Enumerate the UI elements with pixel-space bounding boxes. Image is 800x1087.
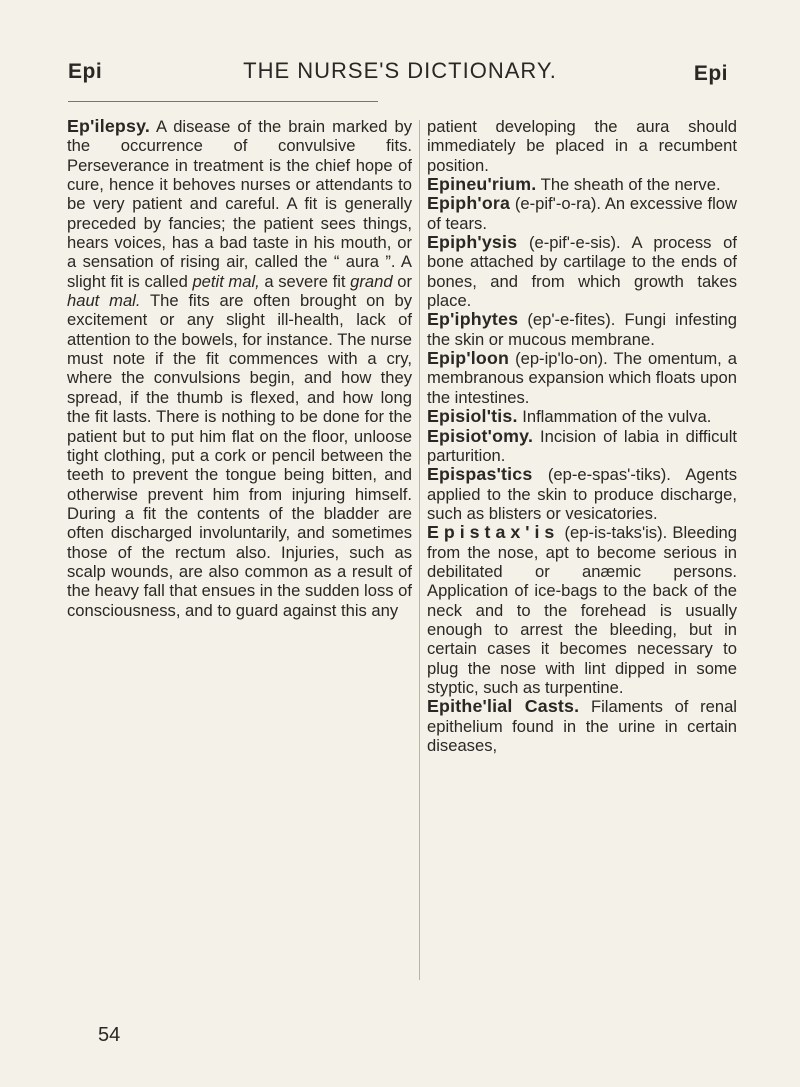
entry-text: A disease of the brain marked by the occurrence of convulsive fits. Perseverance in treatment is the chief hope of cure, hence it behoves nurses or attendants to be very patient and careful. A fit is generally preceded by fancies; the patient sees things, hears voices, has a bad taste in his mouth, or a sensation of rising air, called the “ aura ”. A slight fit is called	[67, 117, 412, 291]
entry-headword: Epithe'lial Casts.	[427, 696, 580, 717]
column-divider	[419, 120, 420, 980]
dictionary-entry	[67, 117, 412, 620]
entry-text: Inflammation of the vulva.	[517, 407, 712, 427]
entry-text: The fits are often brought on by excitement or any slight ill-health, lack of attention to the bowels, for instance. The nurse must note if the fit commences with a cry, where the convulsions begin, and how they spread, if the thumb is flexed, and how long the fit lasts. There is nothing to be done for the patient but to put him flat on the floor, unloose tight clothing, put a cork or pencil between the teeth to prevent the tongue being bitten, and otherwise prevent him from injuring himself. During a fit the contents of the bladder are often discharged involuntarily, and sometimes those of the rectum also. Injuries, such as scalp wounds, are also common as a result of the heavy fall that ensues in the sudden loss of consciousness, and to guard against this any	[67, 291, 413, 620]
header-guide-word-left: Epi	[68, 60, 103, 83]
entry-headword: Episiol'tis.	[427, 406, 518, 427]
page-number: 54	[98, 1024, 121, 1046]
entry-text: (e-pif'-o-ra). An excessive flow of tears.	[427, 194, 737, 233]
right-column	[427, 117, 737, 755]
entry-headword: Epineu'rium.	[427, 174, 537, 195]
dictionary-entry	[427, 233, 737, 310]
entry-headword: Epip'loon	[427, 348, 510, 369]
dictionary-entry	[427, 407, 737, 426]
entry-italic-term: haut mal.	[67, 291, 141, 311]
dictionary-entry	[427, 523, 737, 697]
entry-text: Incision of labia in difficult parturition.	[427, 426, 737, 465]
header-guide-word-right: Epi	[693, 62, 728, 85]
entry-text: (ep-ip'lo-on). The omentum, a membranous expansion which floats upon the intestines.	[427, 349, 737, 407]
entry-italic-term: grand	[350, 271, 393, 291]
entry-continuation: patient developing the aura should immediately be placed in a recumbent position.	[427, 117, 737, 175]
dictionary-entry	[427, 175, 737, 194]
entry-headword: Epistax'is	[427, 522, 560, 543]
entry-text: (ep'-e-fites). Fungi infesting the skin or mucous membrane.	[427, 310, 737, 349]
entry-text: or	[392, 271, 412, 291]
entry-headword: Epispas'tics	[427, 464, 533, 485]
dictionary-entry	[427, 465, 737, 523]
dictionary-entry	[427, 427, 737, 466]
running-header	[0, 60, 800, 100]
entry-headword: Epiph'ysis	[427, 232, 518, 253]
entry-text: (e-pif'-e-sis). A process of bone attached by cartilage to the ends of bones, and from which growth takes place.	[427, 233, 737, 311]
entry-text: Filaments of renal epithelium found in the urine in certain diseases,	[427, 697, 737, 755]
entry-text: (ep-is-taks'is). Bleeding from the nose, apt to become serious in debilitated or anæmic persons. Application of ice-bags to the back of the neck and to the forehead is usually enough to arrest the bleeding, but in certain cases it becomes necessary to plug the nose with lint dipped in some styptic, such as turpentine.	[427, 523, 737, 697]
entry-text: a severe fit	[259, 271, 351, 291]
entry-headword: Episiot'omy.	[427, 425, 534, 446]
header-rule	[68, 101, 378, 102]
dictionary-entry	[427, 194, 737, 233]
left-column	[67, 117, 412, 620]
dictionary-entry	[427, 697, 737, 755]
entry-text: The sheath of the nerve.	[536, 175, 721, 195]
entry-headword: Ep'iphytes	[427, 309, 519, 330]
dictionary-entry	[427, 349, 737, 407]
entry-text: (ep-e-spas'-tiks). Agents applied to the skin to produce discharge, such as blisters or vesicatories.	[427, 465, 737, 523]
dictionary-entry	[427, 310, 737, 349]
entry-headword: Epiph'ora	[427, 193, 511, 214]
header-title: THE NURSE'S DICTIONARY.	[243, 58, 557, 83]
entry-italic-term: petit mal,	[192, 271, 260, 291]
entry-headword: Ep'ilepsy.	[67, 116, 150, 136]
